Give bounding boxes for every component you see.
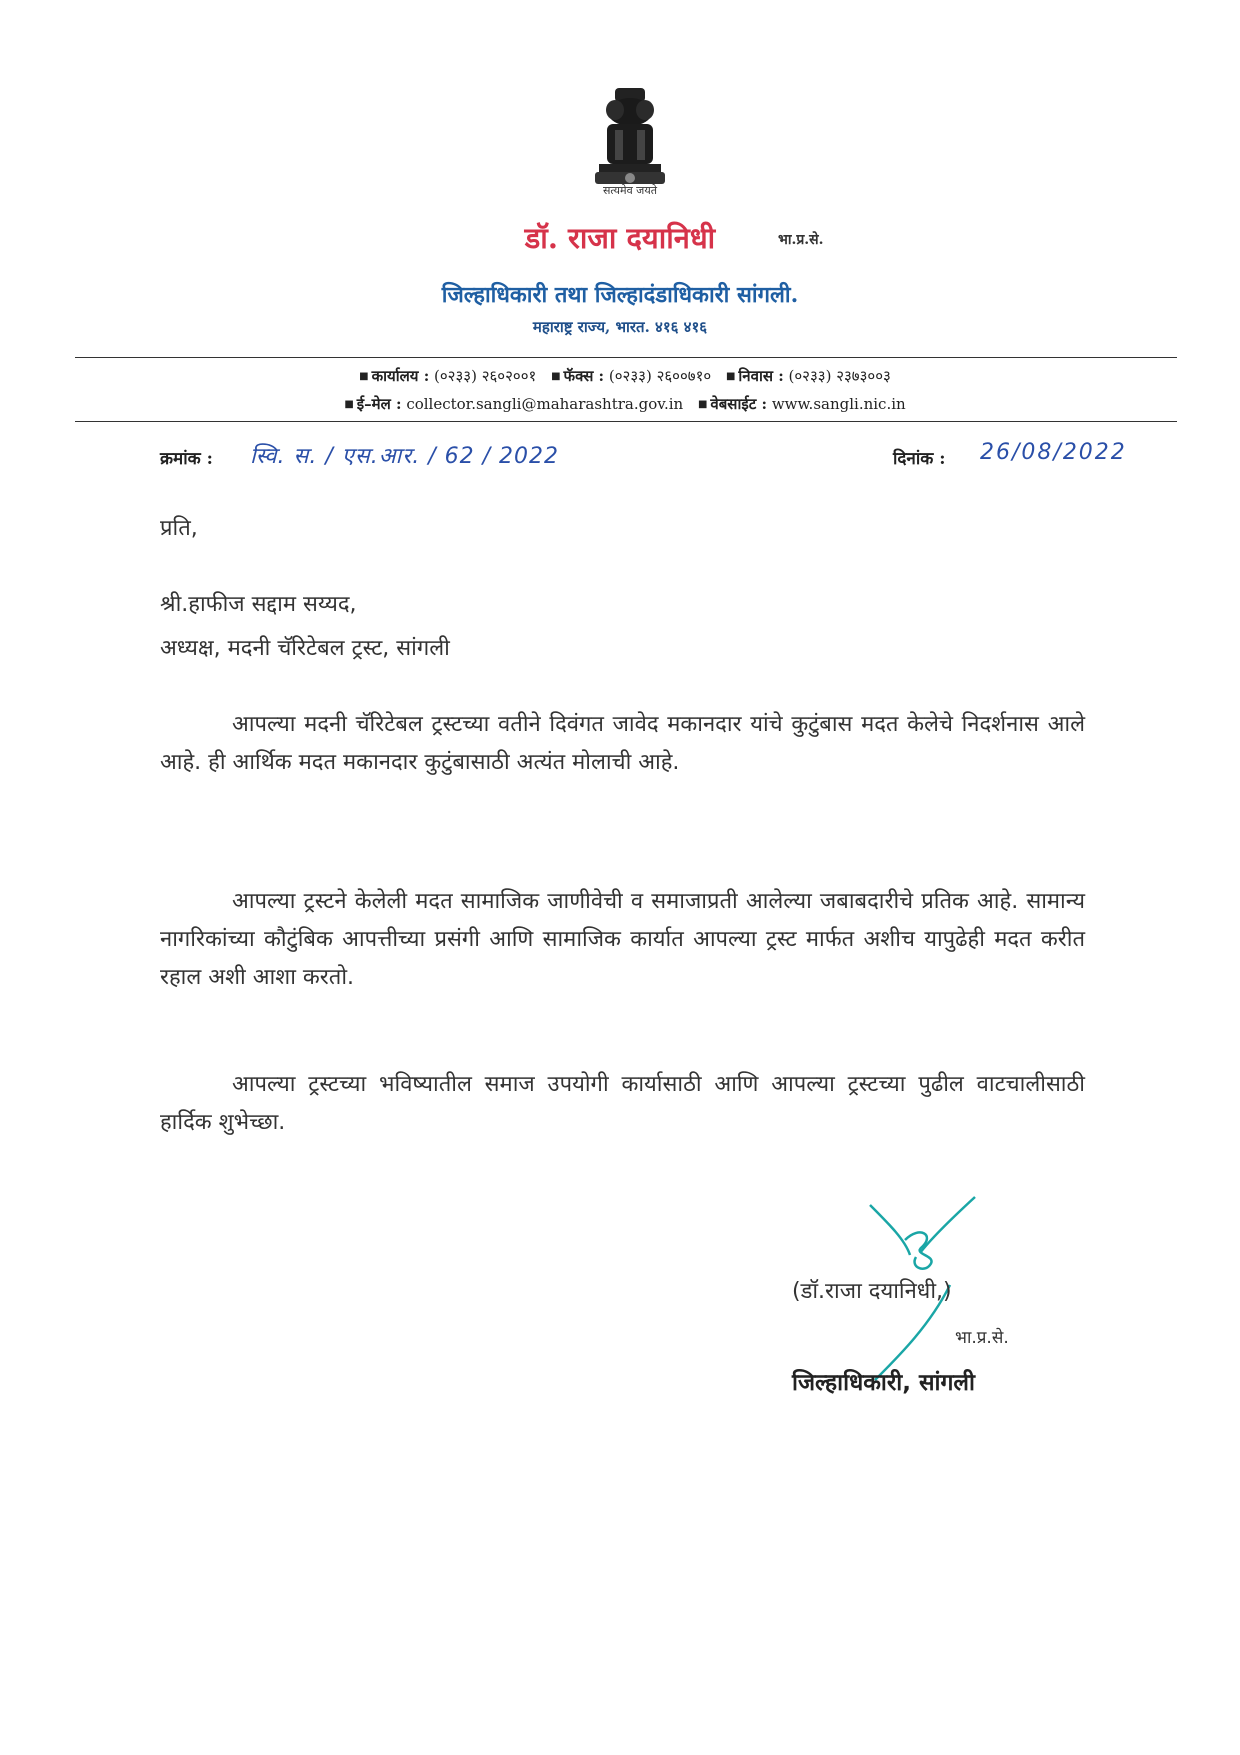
officer-name: डॉ. राजा दयानिधी (524, 221, 716, 255)
bullet-icon: ■ (344, 399, 354, 410)
email-value[interactable]: collector.sangli@maharashtra.gov.in (406, 395, 684, 413)
office-phone-label: कार्यालय : (371, 367, 430, 385)
body-paragraph-1: आपल्या मदनी चॅरिटेबल ट्रस्टच्या वतीने दिवंगत जावेद मकानदार यांचे कुटुंबास मदत केलेचे निदर्शनास आले आहे. ही आर्थिक मदत मकानदार कुटुंबासाठी अत्यंत मोलाची आहे. (160, 712, 1085, 775)
website-label: वेबसाईट : (710, 395, 768, 413)
officer-name-suffix: भा.प्र.से. (778, 232, 824, 248)
contact-row-phones (0, 366, 1240, 386)
salutation: प्रति, (160, 516, 198, 541)
recipient-title: अध्यक्ष, मदनी चॅरिटेबल ट्रस्ट, सांगली (160, 636, 450, 661)
fax-value: (०२३३) २६००७१० (608, 367, 712, 385)
letter-date: 26/08/2022 (980, 440, 1127, 465)
website-value[interactable]: www.sangli.nic.in (771, 395, 906, 413)
body-paragraph-2: आपल्या ट्रस्टने केलेली मदत सामाजिक जाणीवेची व समाजाप्रती आलेल्या जबाबदारीचे प्रतिक आहे. सामान्य नागरिकांच्या कौटुंबिक आपत्तीच्या प्रसंगी आणि सामाजिक कार्यात आपल्या ट्रस्ट मार्फत अशीच यापुढेही मदत करीत रहाल अशी आशा करतो. (160, 889, 1085, 990)
contact-row-online (0, 394, 1240, 414)
fax-label: फॅक्स : (563, 367, 605, 385)
signatory-title: जिल्हाधिकारी, सांगली (792, 1370, 975, 1396)
office-address: महाराष्ट्र राज्य, भारत. ४१६ ४१६ (532, 318, 708, 336)
emblem-motto: सत्यमेव जयते (602, 184, 657, 197)
reference-number: स्वि. स. / एस.आर. / 62 / 2022 (250, 444, 560, 469)
officer-name-line (0, 218, 1240, 257)
residence-phone-value: (०२३३) २३७३००३ (788, 367, 891, 385)
bullet-icon: ■ (697, 399, 708, 410)
date-label: दिनांक : (893, 449, 946, 469)
recipient-name: श्री.हाफीज सद्दाम सय्यद, (160, 592, 357, 617)
bullet-icon: ■ (725, 371, 736, 382)
bullet-icon: ■ (551, 371, 561, 382)
national-emblem-icon (585, 80, 675, 200)
header-divider-top (75, 357, 1177, 358)
header-divider-bottom (75, 421, 1177, 422)
office-phone-value: (०२३३) २६०२००१ (434, 367, 537, 385)
signatory-name: (डॉ.राजा दयानिधी,) (792, 1279, 952, 1304)
bullet-icon: ■ (359, 371, 369, 382)
residence-phone-label: निवास : (738, 367, 784, 385)
email-label: ई–मेल : (356, 395, 402, 413)
officer-designation: जिल्हाधिकारी तथा जिल्हादंडाधिकारी सांगली. (441, 282, 799, 308)
signatory-suffix: भा.प्र.से. (955, 1328, 1009, 1348)
reference-label: क्रमांक : (160, 449, 213, 469)
body-paragraph-3: आपल्या ट्रस्टच्या भविष्यातील समाज उपयोगी कार्यासाठी आणि आपल्या ट्रस्टच्या पुढील वाटचालीसाठी हार्दिक शुभेच्छा. (160, 1072, 1085, 1135)
